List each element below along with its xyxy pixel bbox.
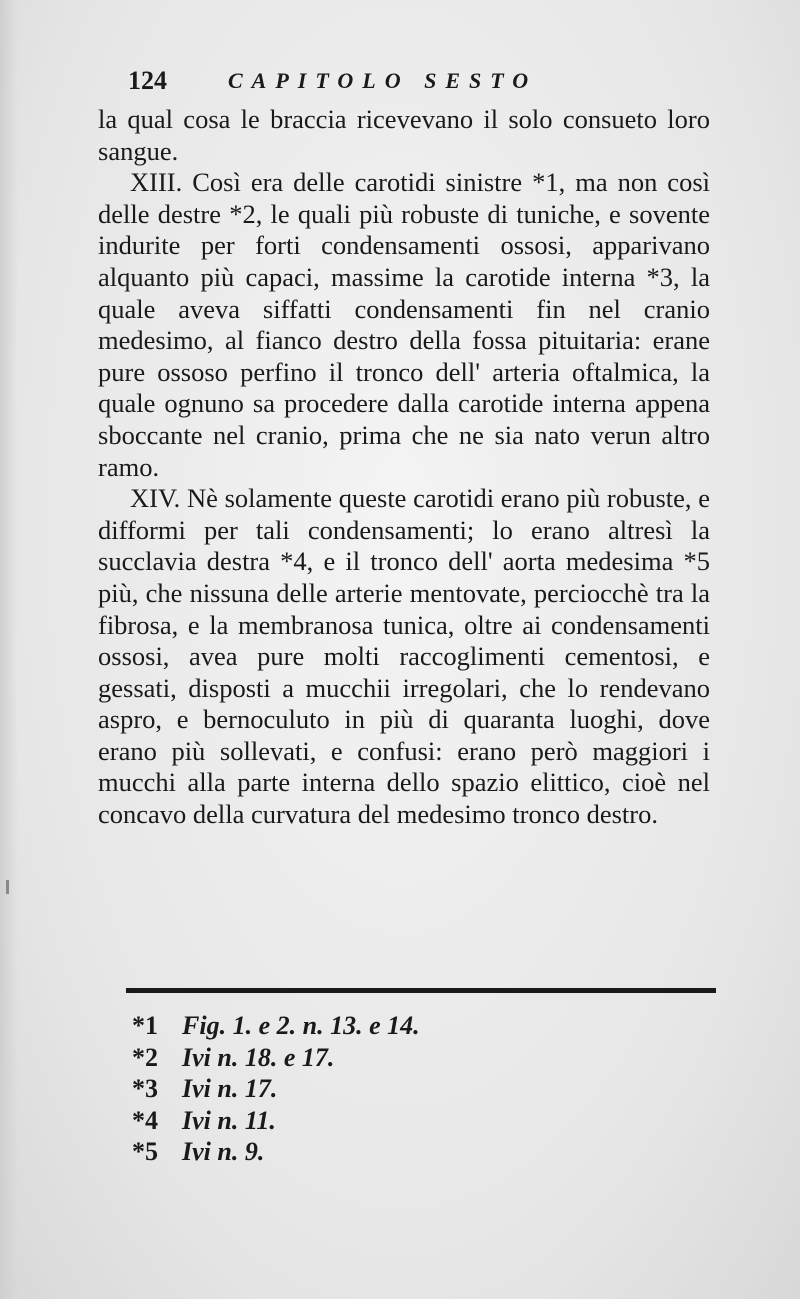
paragraph-continuation: la qual cosa le braccia ricevevano il solo consueto loro sangue. <box>98 104 710 166</box>
footnote <box>132 1105 552 1137</box>
footnote <box>132 1010 552 1042</box>
paragraph-xiii: XIII. Così era delle carotidi sinistre *1, ma non così delle destre *2, le quali più robuste di tuniche, e sovente indurite per forti condensamenti ossosi, apparivano alquanto più capaci, massime la carotide interna *3, la quale aveva siffatti condensamenti fin nel cranio medesimo, al fianco destro della fossa pituitaria: erane pure ossoso perfino il tronco dell' arteria oftalmica, la quale ognuno sa procedere dalla carotide interna appena sboccante nel cranio, prima che ne sia nato verun altro ramo. <box>98 167 710 482</box>
ink-speck <box>6 880 9 894</box>
paragraph-xiv: XIV. Nè solamente queste carotidi erano più robuste, e difformi per tali condensamenti; lo erano altresì la succlavia destra *4, e il tronco dell' aorta medesima *5 più, che nissuna delle arterie mentovate, perciocchè tra la fibrosa, e la membranosa tunica, oltre ai condensamenti ossosi, avea pure molti raccoglimenti cementosi, e gessati, disposti a mucchii irregolari, che lo rendevano aspro, e bernoculuto in più di quaranta luoghi, dove erano più sollevati, e confusi: erano però maggiori i mucchi alla parte interna dello spazio elittico, cioè nel concavo della curvatura del medesimo tronco destro. <box>98 483 710 830</box>
footnote-text: Fig. 1. e 2. n. 13. e 14. <box>182 1011 420 1040</box>
footnote-text: Ivi n. 18. e 17. <box>182 1042 335 1072</box>
main-text <box>98 104 710 831</box>
footnote-text: Ivi n. 9. <box>182 1137 265 1166</box>
footnote-mark: *1 <box>132 1011 158 1040</box>
footnote-text: Ivi n. 17. <box>182 1074 278 1103</box>
footnote-mark: *2 <box>132 1042 158 1072</box>
footnote <box>132 1136 552 1168</box>
footnote-mark: *3 <box>132 1074 158 1103</box>
footnote-mark: *5 <box>132 1137 158 1166</box>
footnote-text: Ivi n. 11. <box>182 1105 276 1135</box>
page-edge-shadow <box>0 0 18 1299</box>
page-header <box>128 66 608 106</box>
footnote-mark: *4 <box>132 1105 158 1135</box>
running-head: CAPITOLO SESTO <box>228 68 538 93</box>
footnote <box>132 1042 552 1074</box>
page-number: 124 <box>128 66 167 95</box>
footnotes <box>132 1010 552 1168</box>
footnote <box>132 1073 552 1105</box>
footnote-rule <box>126 988 716 993</box>
